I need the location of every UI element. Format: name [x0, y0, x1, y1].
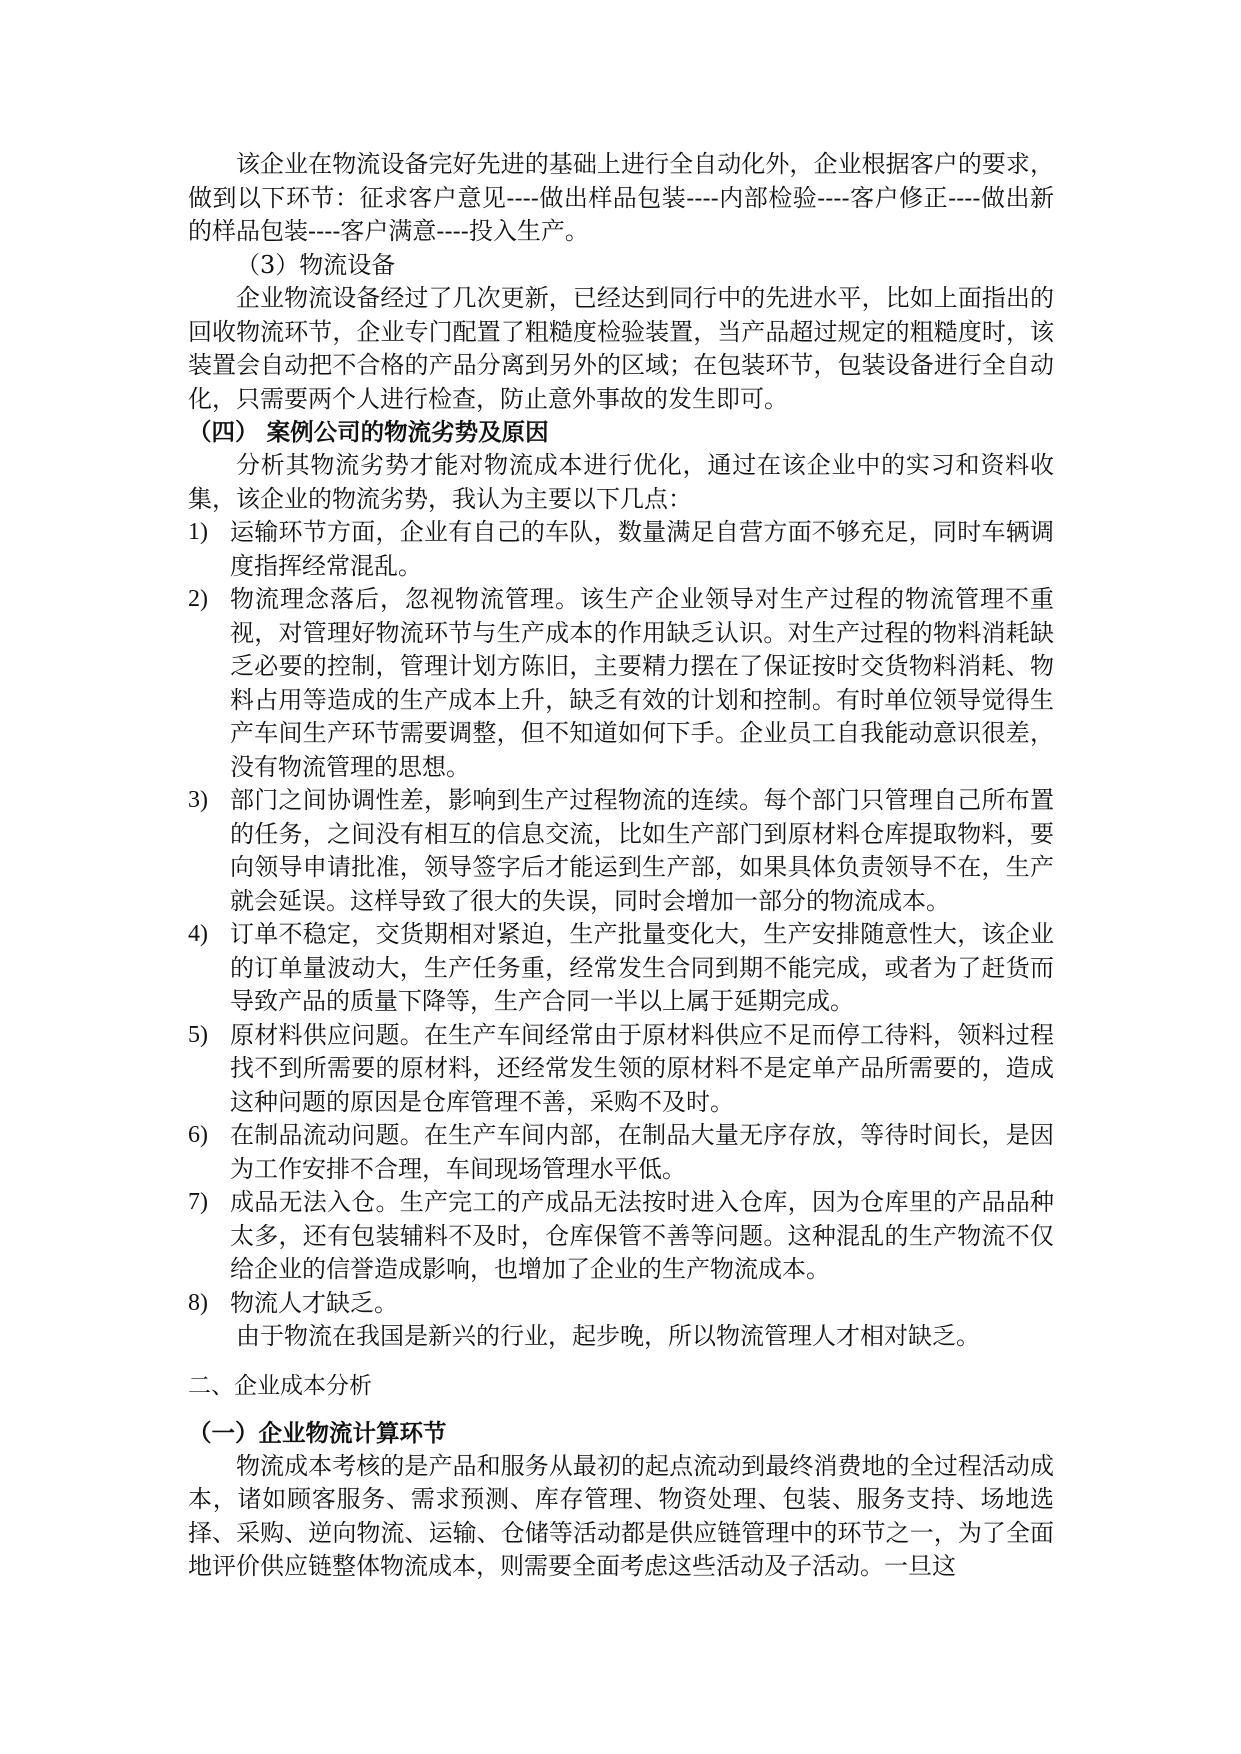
list-item-text: 原材料供应问题。在生产车间经常由于原材料供应不足而停工待料，领料过程找不到所需要的原材料，还经常发生领的原材料不是定单产品所需要的，造成这种问题的原因是仓库管理不善，采购不及时。 — [230, 1020, 1054, 1116]
list-item-number: 4) — [188, 921, 208, 947]
list-item-text: 运输环节方面，企业有自己的车队，数量满足自营方面不够充足，同时车辆调度指挥经常混乱。 — [230, 518, 1054, 580]
list-item-number: 1) — [188, 519, 208, 545]
list-item — [188, 1287, 1054, 1321]
list-item-number: 2) — [188, 586, 208, 612]
list-item-number: 7) — [188, 1189, 208, 1215]
section-heading-cost-analysis: 二、企业成本分析 — [188, 1372, 372, 1399]
list-item — [188, 1019, 1054, 1120]
heading-logistics-calculation: （一）企业物流计算环节 — [188, 1418, 447, 1447]
list-item-number: 5) — [188, 1021, 208, 1048]
paragraph-disadvantages-intro: 分析其物流劣势才能对物流成本进行优化，通过在该企业中的实习和资料收集，该企业的物流劣势，我认为主要以下几点： — [188, 451, 1054, 513]
document-page — [188, 148, 1054, 1584]
list-item — [188, 516, 1054, 583]
paragraph-automation: 该企业在物流设备完好先进的基础上进行全自动化外，企业根据客户的要求，做到以下环节：征求客户意见----做出样品包装----内部检验----客户修正----做出新的样品包装----客户满意----投入生产。 — [188, 150, 1054, 245]
list-item-text: 在制品流动问题。在生产车间内部，在制品大量无序存放，等待时间长，是因为工作安排不合理，车间现场管理水平低。 — [230, 1121, 1054, 1183]
paragraph-talent-shortage: 由于物流在我国是新兴的行业，起步晚，所以物流管理人才相对缺乏。 — [236, 1322, 980, 1350]
disadvantages-list — [188, 516, 1054, 1320]
paragraph-equipment: 企业物流设备经过了几次更新，已经达到同行中的先进水平，比如上面指出的回收物流环节，企业专门配置了粗糙度检验装置，当产品超过规定的粗糙度时，该装置会自动把不合格的产品分离到另外的区域；在包装环节，包装设备进行全自动化，只需要两个人进行检查，防止意外事故的发生即可。 — [188, 284, 1054, 413]
list-item — [188, 1186, 1054, 1287]
list-item — [188, 784, 1054, 918]
subheading-logistics-equipment: （3）物流设备 — [236, 250, 396, 279]
list-item-text: 物流人才缺乏。 — [230, 1288, 398, 1317]
list-item-text: 成品无法入仓。生产完工的产成品无法按时进入仓库，因为仓库里的产品品种太多，还有包装辅料不及时，仓库保管不善等问题。这种混乱的生产物流不仅给企业的信誉造成影响，也增加了企业的生产物流成本。 — [230, 1188, 1054, 1283]
list-item-text: 物流理念落后，忽视物流管理。该生产企业领导对生产过程的物流管理不重视，对管理好物流环节与生产成本的作用缺乏认识。对生产过程的物料消耗缺乏必要的控制，管理计划方陈旧，主要精力摆在了保证按时交货物料消耗、物料占用等造成的生产成本上升，缺乏有效的计划和控制。有时单位领导觉得生产车间生产环节需要调整，但不知道如何下手。企业员工自我能动意识很差，没有物流管理的思想。 — [230, 585, 1054, 781]
list-item-text: 订单不稳定，交货期相对紧迫，生产批量变化大，生产安排随意性大，该企业的订单量波动大，生产任务重，经常发生合同到期不能完成，或者为了赶货而导致产品的质量下降等，生产合同一半以上属于延期完成。 — [230, 920, 1054, 1015]
list-item — [188, 583, 1054, 784]
list-item-number: 3) — [188, 787, 208, 813]
list-item-number: 6) — [188, 1122, 208, 1148]
heading-disadvantages: （四） 案例公司的物流劣势及原因 — [188, 418, 549, 446]
paragraph-cost-assessment: 物流成本考核的是产品和服务从最初的起点流动到最终消费地的全过程活动成本，诸如顾客服务、需求预测、库存管理、物资处理、包装、服务支持、场地选择、采购、逆向物流、运输、仓储等活动都是供应链管理中的环节之一，为了全面地评价供应链整体物流成本，则需要全面考虑这些活动及子活动。一旦这 — [188, 1451, 1054, 1580]
list-item — [188, 918, 1054, 1019]
list-item-text: 部门之间协调性差，影响到生产过程物流的连续。每个部门只管理自己所布置的任务，之间没有相互的信息交流，比如生产部门到原材料仓库提取物料，要向领导申请批准，领导签字后才能运到生产部，如果具体负责领导不在，生产就会延误。这样导致了很大的失误，同时会增加一部分的物流成本。 — [230, 786, 1054, 915]
list-item — [188, 1119, 1054, 1186]
list-item-number: 8) — [188, 1289, 208, 1316]
